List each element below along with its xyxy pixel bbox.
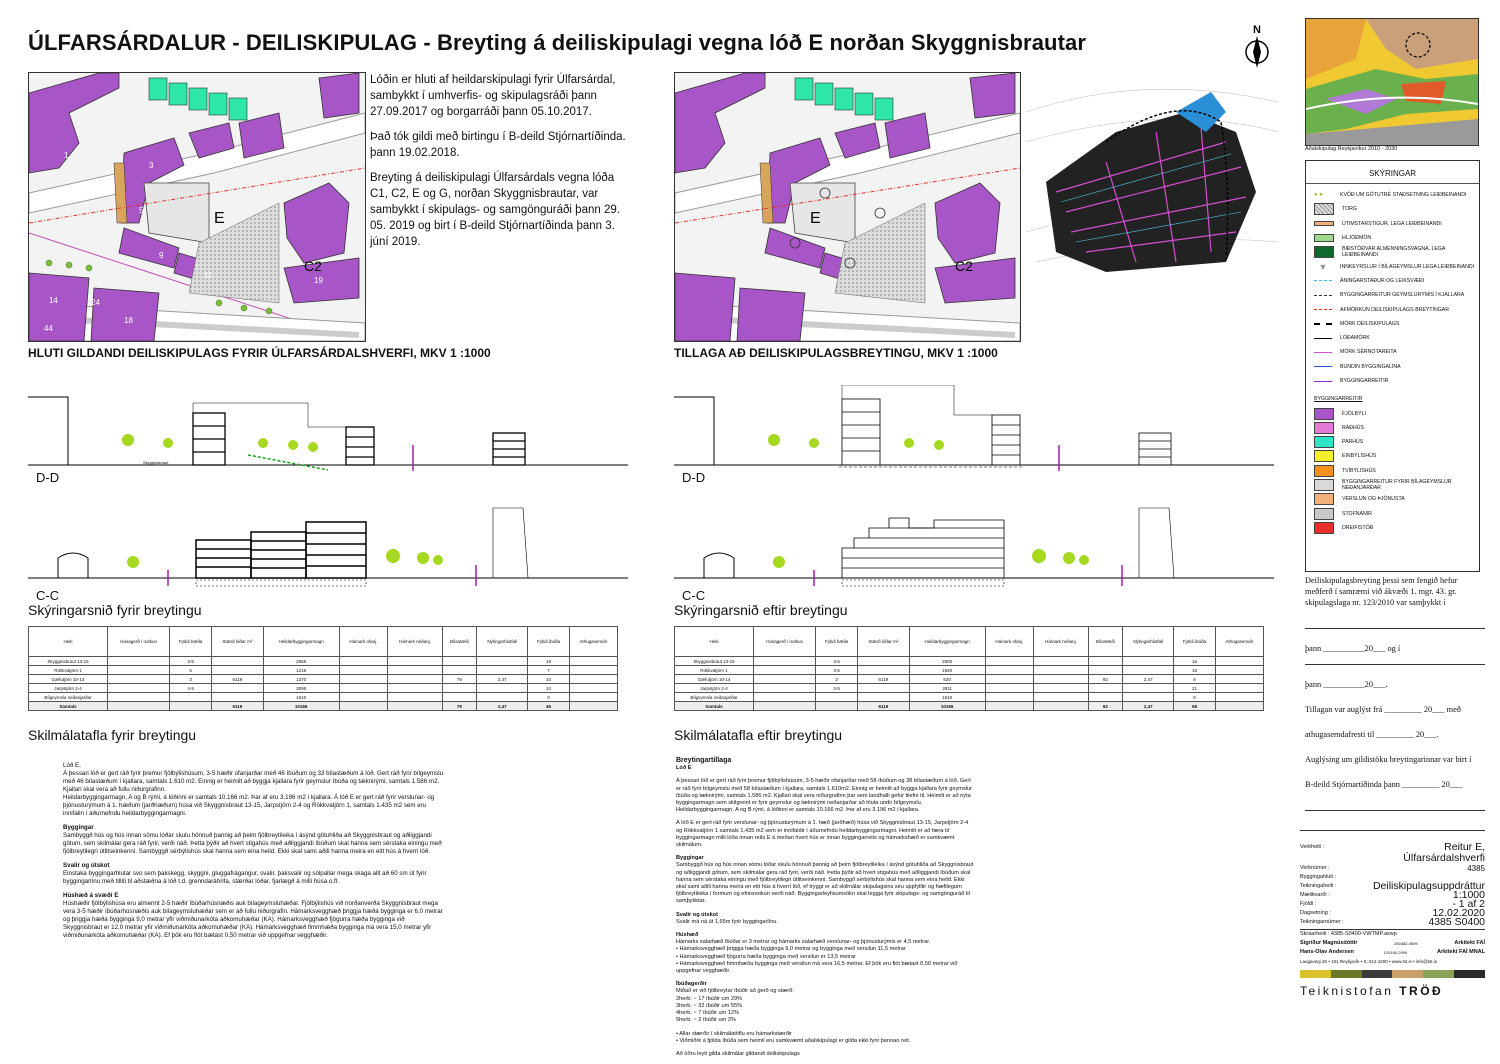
legend-label: DREIFISTÖÐ <box>1342 524 1374 531</box>
legend-symbol-icon <box>1314 352 1332 353</box>
section-cc-label: C-C <box>682 588 706 603</box>
legend-symbol-icon <box>1314 408 1334 420</box>
legend-item <box>1306 345 1479 359</box>
intro-paragraph: Það tók gildi með birtingu í B-deild Stjórnartíðinda. þann 19.02.2018. <box>370 131 626 159</box>
legend-item <box>1306 202 1479 216</box>
legend-item <box>1306 521 1479 535</box>
legend-label: KVÖÐ UM GÖTUTRÉ STAÐSETNING LEIÐBEINANDI <box>1340 192 1467 199</box>
legend-label: EINBÝLISHÚS <box>1342 453 1377 460</box>
lot-c2-label: C2 <box>304 258 322 274</box>
approval-block: Deiliskipulagsbreyting þessi sem fengið hefur meðferð í samræmi við ákvæði 1. mgr. 43. gr. skipulagslaga nr. 123/2010 var samþykkt í þann __________20___ og í þann __________20___. Tillagan var auglýst frá _________ 20___ með athugasemdafresti til _________ 20___. Auglýsing um gildistöku breytingarinnar var birt í B-deild Stjórnartíðinda þann _________ 20___ <box>1305 575 1485 811</box>
legend-item <box>1306 288 1479 302</box>
legend-symbol-icon: ● ● <box>1314 192 1323 199</box>
section-dd-label: D-D <box>682 470 706 485</box>
legend-symbol-icon <box>1314 465 1334 477</box>
brand-color-bar <box>1300 970 1485 978</box>
legend-item <box>1306 188 1479 202</box>
section-before-caption: Skýringarsnið fyrir breytingu <box>28 602 202 618</box>
legend-item <box>1306 435 1479 449</box>
table-row: Samtals 6119 10166 79 2,47 46 <box>29 702 618 711</box>
legend-label: TORG <box>1342 206 1357 213</box>
legend-item <box>1306 259 1479 273</box>
legend-symbol-icon <box>1314 522 1334 534</box>
legend-label: TVÍBÝLISHÚS <box>1342 467 1376 474</box>
intro-paragraph: Lóðin er hluti af heildarskipulagi fyrir Úlfarsárdal, sambykkt í umhverfis- og skipulagsráði þann 27.09.2017 og borgarráði þann 05.10.2017. <box>370 74 616 118</box>
lot-e-label: E <box>810 210 821 227</box>
legend-label: LÓÐAMÖRK <box>1340 335 1370 342</box>
terms-after-text: Breytingartillaga Lóð E Á þessari lóð er gert ráð fyrir þremur fjölbýlishúsum, 3-5 hæðir ofanjarðar með 58 íbúðum og 38 bílastæðum á lóð. Gert er ráð fyrir bílgeymslu með 58 bílastæðum í kjallara, samtals 1.610m2. Einnig er heimilt að byggja kjallara fyrir geymslur íbúða og tæknirými, samtals 1.586 m2. Kjallari skal vera niðurgrafinn þar sem landhalli gefur tilefni til. Heimilt er að nýta byggingarmagn sem skilgreint er fyrir geymslur og tæknirými neðanjarðar að hluta undir bílgeymslu. Heildarbyggingarmagn, A og B rými, á lóðinni er samtals 10.166 m2. Þar af eru 3.196 m2 í kjallara. Á lóð E er gert ráð fyrir verslunar- og þjónusturýmum á 1. hæð (jarðhæð) húsa við Skyggnisbraut 13-15, Jarpstjörn 2-4 og Rökkvatjörn 1 samtals 1.435 m2 sem er innifaldir í áðurnefndu heildarbyggingarmagni. Heimilt er að færa til byggingarmagn milli lóða innan reits E á meðan hvert hús er innan byggingarreits og hámarkshæð er samkvæmt skilmálum. Byggingar Sambyggð hús og hús innan sömu lóðar skulu hönnuð þannig að þeim fjölbreytileika í ásýnd götuhliða að Skyggnisbraut og aðliggjandi götum, sem skilmálar gera ráð fyrir, verði náð. Þetta þýðir að hvert stigahús með aðliggjandi íbúðum skal hanna sem sérstaka einingu með fjölbreytilegri útlitseinkenni. Sambyggð sérbýlishús skal hanna sem eina heild. Ekki skal sami aðili hanna meira en eitt hús á hverri lóð, ef tryggt er að skilmálar skipulagsins séu uppfylltir og hæfilegum fjölbreytileika í formum og efnisnotkun verði náð. Byggingarleyfisumsókn skal leggja fyrir skipulags- og samgönguráð til samþykktar. Svalir og útskot Svalir má ná út 1,65m fyrir byggingarlínu. Húshæð Hámarks salarhæð íbúðar er 3 metrar og hámarks salarhæð verslunar- og þjónusturýmis er 4,5 metrar. • Hámarksvegghæð þriggja hæða bygginga 9,0 metrar og bygginga með versilun 11,5 metrar • Hámarksvegghæð fjögurra hæða bygginga með versilun er 13,5 metrar • Hámarksvegghæð fimmhæða bygginga með versilun má vera 16,5 metrar. Ef þök eru flöt bætast 0,50 metrar við uppgefnar vegghæðir. Íbúðagerðir Miðað er við fjölbreytar íbúðir að gerð og stærð: 2herb. ~ 17 íbúðir um 29% 3herb. ~ 32 íbúðir um 55% 4herb. ~ 7 íbúðir um 12% 5herb. ~ 2 íbúðir um 3% • Allar stærðir í skilmálatöflu eru hámarkstærðir • Viðmiðrk á fjölda íbúða sem heimil eru samkvæmt aðalskipulagi er gilda ekki fyrir þennan reit. Að öðru leyti gilda skilmálar gildandi deiliskipulags <box>676 757 974 1057</box>
legend-title: SKÝRINGAR <box>1306 169 1479 184</box>
legend-label: BIÐSTÖÐVAR ALMENNINGSVAGNA, LEGA LEIÐBEINANDI <box>1342 246 1446 259</box>
legend-item <box>1306 302 1479 316</box>
lot-e-label: E <box>214 210 225 227</box>
proposal-map[interactable] <box>674 72 1021 342</box>
legend-item <box>1306 317 1479 331</box>
legend-item <box>1306 464 1479 478</box>
table-before-caption: Skilmálatafla fyrir breytingu <box>28 727 197 743</box>
section-cc-before[interactable] <box>28 500 628 595</box>
svg-text:5: 5 <box>139 206 144 215</box>
legend-item <box>1306 492 1479 506</box>
legend-item <box>1306 245 1479 259</box>
legend-label: MÖRK SÉRNOTAREITA <box>1340 349 1397 356</box>
legend-symbol-icon <box>1314 479 1334 491</box>
terms-before-text: Lóð E, Á þessari lóð er gert ráð fyrir þremur fjölbýlishúsum, 3-5 hæðir ofanjarðar með 46 íbúðum og 33 bílastæðum á lóð. Gert ráð fyrir bílgeymslu með 46 bílastæðum í kjallara, samtals 1.610 m2. Einnig er heimilt að byggja kjallara fyrir geymslur íbúða og tæknirými, samtals 1.586 m2. Kjallari skal vera að fullu niðurgrafinn. Heildarbyggingarmagn, A og B rými, á lóðinni er samtals 10.166 m2. Þar af eru 3.196 m2 í kjallara. Á lóð E er gert ráð fyrir verslunar- og þjónusturýmum á 1. hæðum (jarðhæðum) húsa við Skyggnisbraut 13-15, Jarpstjörn 2-4 og Rökkvatjörn 1, samtals 1.435 m2 sem eru innifalin í áðurnefndu heildarbyggingarmagni. Byggingar Sambyggð hús og hús innan sömu lóðar skulu hönnuð þannig að þeim fjölbreytileika í ásýnd götuhliða að Skyggnisbraut og aðliggjandi götum, sem skilmálar gera ráð fyrir, verði náð. Þetta þýðir að hvert stigahús með aðliggjandi íbúðum skal hanna sem sérstaka einingu með fjölbreytilegri útlitseinkenni. Sambyggð sérbýlishús skal hanna sem eina heild. Ekki skal sami aðili hanna meira en eitt hús á hverri lóð. Svalir og útskot Einstaka byggingarhlutar svo sem þakskegg, skyggni, gluggafrágangur, svalir, þaksvalir og sólpallar mega skaga allt að 60 sm út fyrir byggingarlínu með tilliti til aðstæðna á lóð t.d. grenndaráhrifa, stærðar lóðar, fjarlægð á milli húsa o.fl. Húshæð á svæði E Húshæðir fjölbýlishúsa eru almennt 2-5 hæðir íbúðarhúsnæðis auk bílageymsluhæðar. Fjölbýlishús við norðanverða Skyggnisbraut mega vera 3-5 hæðir íbúðarhúsnæðis auk bílageymsluhæðar sem er að fullu niðurgrafin. Hámarksvegghæð þriggja hæða bygginga er 6,0 metrar og þriggja hæða bygginga 9,0 metrar yfir viðmiðunarkóta aðkomuhæðar (KA). Hámarksvegghæð fjögurra hæða bygginga við Skyggnisbraut er 12,0 metrar yfir viðmiðunarkóta aðkomuhæðar (KA). Hámarksvegghæð fimmhæða bygginga má vera 15,0 metrar yfir viðmiðunarkóta aðkomuhæðar (KA). Ef þök eru flöt bætast 0,50 metrar við uppgefnar vegghæðir. <box>63 762 444 939</box>
legend-symbol-icon <box>1314 422 1334 434</box>
section-dd-before[interactable] <box>28 385 628 485</box>
north-arrow <box>1242 22 1272 72</box>
legend-label: BYGGINGARREITIR <box>1340 378 1389 384</box>
table-row: Gæfutjörn 10-14 3 6119 1370 79 2,47 10 <box>29 675 618 684</box>
section-cc-label: C-C <box>36 588 60 603</box>
title-block: Verkheiti : Reitur E, Úlfarsárdalshverfi Verknúmer : 4385 Byggingahluti : Teikningaheiti : Deiliskipulagsuppdráttur Mælikvarði : 1:1000 Fjöldi : - 1 af 2 Dagsetning : 12.02.2020 Teikningarnúmer : 4385 S0400 Skráarheiti : 4385-S0400-VWTMP.aswp Sigríður Magnúsdóttir 260382-4599 Arkitekt FAÍ Hans-Olav Andersen 120160-2099 Arkitekt FAÍ MNAL Laugavegi 26 • 101 Reykjavík • S: 512 4200 • www.tst.is • info@tst.is Teiknistofan TRÖÐ <box>1300 830 1485 1041</box>
intro-paragraph: Breyting á deiliskipulagi Úlfarsárdals vegna lóða C1, C2, E og G, norðan Skyggnisbrautar, var sambykkt í skipulags- og samgönguráði þann 29. 05. 2019 og birt í B-deild Stjórnartíðinda þann 3. júní 2019. <box>370 172 620 248</box>
legend-symbol-icon <box>1314 295 1332 296</box>
legend-item <box>1306 449 1479 463</box>
table-row: Samtals 6119 10166 92 2,47 58 <box>675 702 1264 711</box>
legend-item <box>1306 360 1479 374</box>
current-plan-title: HLUTI GILDANDI DEILISKIPULAGS FYRIR ÚLFARSÁRDALSHVERFI, MKV 1 :1000 <box>28 346 491 360</box>
proposal-title: TILLAGA AÐ DEILISKIPULAGSBREYTINGU, MKV 1 :1000 <box>674 346 998 360</box>
legend-symbol-icon <box>1314 203 1334 215</box>
table-after-caption: Skilmálatafla eftir breytingu <box>674 727 843 743</box>
section-after-caption: Skýringarsnið eftir breytingu <box>674 602 848 618</box>
table-row: Jarpstjörn 2-4 4-5 3095 10 <box>29 684 618 693</box>
legend-item <box>1306 331 1479 345</box>
legend-symbol-icon <box>1314 221 1334 226</box>
legend-label: BYGGINGARREITUR FYRIR BÍLAGEYMSLUR NEÐANJARÐAR <box>1342 479 1452 492</box>
legend-symbol-icon <box>1314 450 1334 462</box>
legend-label: INNKEYRSLUR Í BÍLAGEYMSLUR LEGA LEIÐBEINANDI <box>1340 263 1475 270</box>
legend-label: VERSLUN OG ÞJÓNUSTA <box>1342 496 1405 503</box>
legend-label: BYGGINGARREITIR <box>1314 396 1363 403</box>
svg-text:44: 44 <box>44 324 53 333</box>
legend-label: MÖRK DEILISKIPULAGS <box>1340 320 1400 327</box>
legend-symbol-icon <box>1314 309 1332 310</box>
table-row: Gæfutjörn 10-14 3 6119 620 92 2,47 6 <box>675 675 1264 684</box>
legend-item <box>1306 507 1479 521</box>
legend-label: FJÖLBÝLI <box>1342 410 1366 417</box>
legend-symbol-icon <box>1314 234 1334 242</box>
table-row: Bílgeymsla neðanjarðar 1610 0 <box>29 693 618 702</box>
legend-symbol-icon <box>1314 338 1332 339</box>
intro-text <box>370 72 630 259</box>
svg-text:3: 3 <box>149 161 154 170</box>
svg-text:14: 14 <box>49 296 58 305</box>
legend-item <box>1306 421 1479 435</box>
compass-icon <box>1242 22 1272 72</box>
legend-symbol-icon <box>1314 493 1334 505</box>
legend-label: HLJÓÐMÖN <box>1342 235 1372 242</box>
section-dd-label: D-D <box>36 470 60 485</box>
svg-text:1: 1 <box>64 151 69 160</box>
legend-label: BYGGINGARREITUR GEYMSLURÝMIS Í KJALLARA <box>1340 292 1465 299</box>
legend-item <box>1306 274 1479 288</box>
road-label: Skyggnisbraut <box>143 460 169 465</box>
legend-symbol-icon <box>1314 436 1334 448</box>
legend-label: PARHÚS <box>1342 439 1364 446</box>
section-dd-after[interactable] <box>674 385 1274 485</box>
table-row: Skyggnisbraut 13-15 3-5 2565 19 <box>29 657 618 666</box>
legend-label: AFMÖRKUN DEILISKIPULAGS-BREYTINGAR <box>1340 306 1449 313</box>
legend-symbol-icon <box>1314 323 1332 325</box>
company-logo: Teiknistofan TRÖÐ <box>1300 984 1444 998</box>
svg-text:18: 18 <box>124 316 133 325</box>
legend-label: RAÐHÚS <box>1342 424 1364 431</box>
current-plan-map[interactable] <box>28 72 366 342</box>
svg-text:19: 19 <box>314 276 323 285</box>
table-row: Rökkvatjörn 1 5 1216 7 <box>29 666 618 675</box>
page-title: ÚLFARSÁRDALUR - DEILISKIPULAG - Breyting á deiliskipulagi vegna lóð E norðan Skyggnisbrautar <box>28 30 1086 55</box>
overview-caption: Aðalskipulag Reykjavíkur 2010 - 2030 <box>1305 146 1398 152</box>
legend-item <box>1306 231 1479 245</box>
legend-symbol-icon <box>1314 366 1332 367</box>
legend-symbol-icon <box>1314 246 1334 258</box>
legend-symbol-icon <box>1314 381 1332 382</box>
svg-text:9: 9 <box>159 251 164 260</box>
svg-text:24: 24 <box>91 298 100 307</box>
legend-item <box>1306 406 1479 420</box>
legend-item <box>1306 374 1479 388</box>
table-row: Skyggnisbraut 13-15 3-5 2500 16 <box>675 657 1264 666</box>
table-row: Jarpstjörn 2-4 3-5 2811 21 <box>675 684 1264 693</box>
legend-symbol-icon <box>1314 280 1332 281</box>
table-row: Bílgeymsla neðanjarðar 1610 0 <box>675 693 1264 702</box>
legend-label: BUNDIN BYGGINGALÍNA <box>1340 363 1401 370</box>
legend-item <box>1306 478 1479 492</box>
legend-label: STOFNANIR <box>1342 510 1372 517</box>
north-label: N <box>1253 24 1261 36</box>
legend-item <box>1306 217 1479 231</box>
terms-table-before: Heiti Húsagerð / notkun Fjöldi hæða Stærð lóðar m² Heildarbyggingarmagn Hámark ofanj. Hámark neðanj. Bílastæði Nýtingarhlutfall Fjöldi íbúða Athugasemdir Skyggnisbraut 13-15 3-5 2565 19 Rökkvatjörn 1 5 1216 7 Gæfutjörn 10-14 3 6119 1370 79 2,47 10 Jarpstjörn 2-4 4-5 3095 10 Bílgeymsla neðanjarðar 1610 0 Samtals 6119 10166 79 2,47 46 <box>28 626 618 711</box>
legend <box>1305 160 1480 572</box>
context-map[interactable] <box>1026 72 1278 282</box>
legend-symbol-icon <box>1314 508 1334 520</box>
lot-c2-label: C2 <box>955 258 973 274</box>
legend-symbol-icon: ▼ <box>1318 261 1328 272</box>
legend-label: ÁNINGARSTAÐUR OG LEIKSVÆÐI <box>1340 277 1425 284</box>
terms-table-after: Heiti Húsagerð / notkun Fjöldi hæða Stærð lóðar m² Heildarbyggingarmagn Hámark ofanj. Hámark neðanj. Bílastæði Nýtingarhlutfall Fjöldi íbúða Athugasemdir Skyggnisbraut 13-15 3-5 2500 16 Rökkvatjörn 1 3-5 1920 15 Gæfutjörn 10-14 3 6119 620 92 2,47 6 Jarpstjörn 2-4 3-5 2811 21 Bílgeymsla neðanjarðar 1610 0 Samtals 6119 10166 92 2,47 58 <box>674 626 1264 711</box>
legend-label: ÚTIMSTARSTIGUR, LEGA LEIÐBEINANDI <box>1342 220 1442 227</box>
overview-map[interactable] <box>1305 18 1479 146</box>
section-cc-after[interactable] <box>674 500 1274 595</box>
table-row: Rökkvatjörn 1 3-5 1920 15 <box>675 666 1264 675</box>
legend-item <box>1306 392 1479 406</box>
svg-text:11: 11 <box>204 271 213 280</box>
